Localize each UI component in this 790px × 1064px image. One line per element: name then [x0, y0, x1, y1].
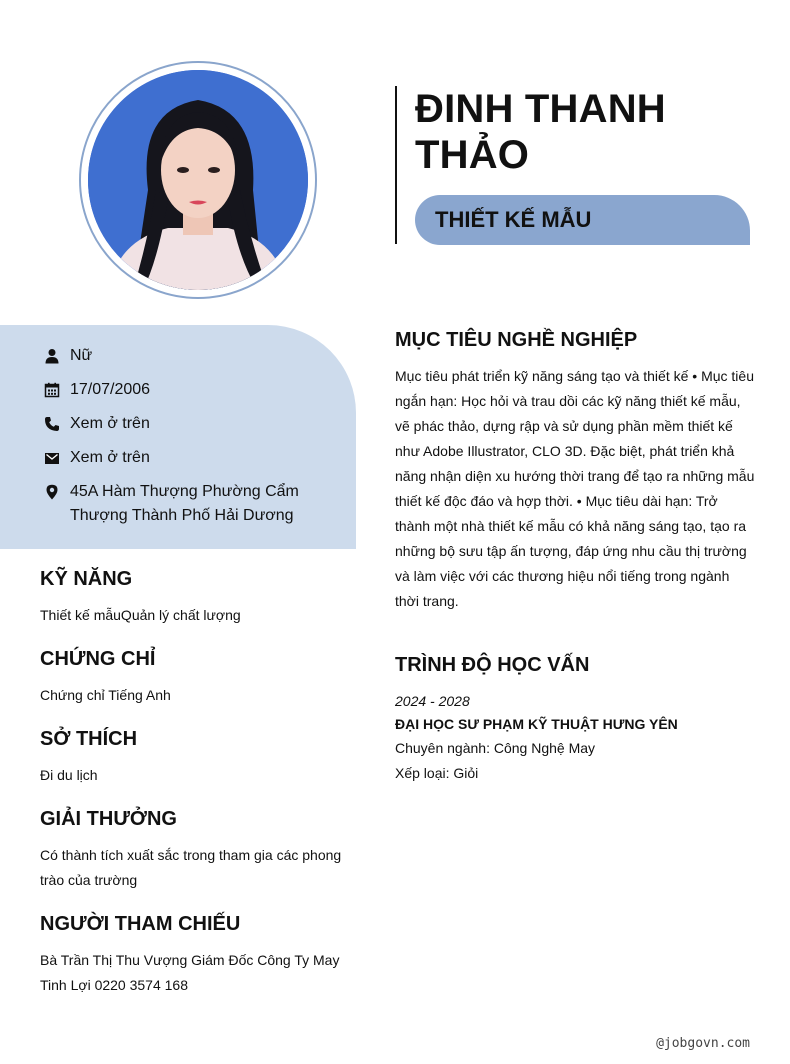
contact-phone: Xem ở trên: [44, 412, 320, 436]
mail-icon: [44, 446, 60, 470]
contact-email: Xem ở trên: [44, 446, 320, 470]
role-banner: [415, 195, 750, 245]
objective-text: Mục tiêu phát triển kỹ năng sáng tạo và thiết kế • Mục tiêu ngắn hạn: Học hỏi và trau dồi các kỹ năng thiết kế mẫu, vẽ phác thảo, dựng rập và sử dụng phần mềm thiết kế như Adobe Illustrator, CLO 3D. Đặc biệt, phát triển khả năng nhận diện xu hướng thời trang để tạo ra những mẫu thiết kế độc đáo và hợp thời. • Mục tiêu dài hạn: Trở thành một nhà thiết kế mẫu có khả năng sáng tạo, tạo ra những bộ sưu tập ấn tượng, đáp ứng nhu cầu thị trường và làm việc với các thương hiệu nổi tiếng trong ngành thời trang.: [395, 368, 755, 609]
watermark: @jobgovn.com: [656, 1036, 750, 1051]
contact-gender: Nữ: [44, 344, 320, 368]
references-text: Bà Trần Thị Thu Vượng Giám Đốc Công Ty May Tinh Lợi 0220 3574 168: [40, 952, 340, 993]
profile-photo-frame: [79, 61, 317, 299]
awards-heading: GIẢI THƯỞNG: [40, 808, 177, 830]
references-heading: NGƯỜI THAM CHIẾU: [40, 913, 241, 935]
header-divider: [395, 86, 397, 244]
skills-text: Thiết kế mẫuQuản lý chất lượng: [40, 607, 241, 623]
education-major: Chuyên ngành: Công Nghệ May: [395, 740, 596, 756]
skills-heading: KỸ NĂNG: [40, 568, 133, 590]
hobbies-text: Đi du lịch: [40, 767, 98, 783]
hobbies-heading: SỞ THÍCH: [40, 728, 138, 750]
certificates-text: Chứng chỉ Tiếng Anh: [40, 687, 171, 703]
profile-photo: [88, 70, 308, 290]
phone-icon: [44, 412, 60, 436]
location-pin-icon: [44, 480, 60, 504]
candidate-role: THIẾT KẾ MẪU: [435, 207, 592, 232]
candidate-name: ĐINH THANH THẢO: [415, 87, 666, 177]
certificates-heading: CHỨNG CHỈ: [40, 648, 156, 670]
calendar-icon: [44, 378, 60, 402]
awards-text: Có thành tích xuất sắc trong tham gia các phong trào của trường: [40, 847, 342, 888]
contact-birthdate: 17/07/2006: [44, 378, 320, 402]
contact-address: 45A Hàm Thượng Phường Cẩm Thượng Thành Phố Hải Dương: [44, 480, 320, 528]
education-grade: Xếp loại: Giỏi: [395, 765, 479, 781]
person-icon: [44, 344, 60, 368]
objective-heading: MỤC TIÊU NGHỀ NGHIỆP: [395, 329, 638, 351]
education-heading: TRÌNH ĐỘ HỌC VẤN: [395, 654, 590, 676]
education-years: 2024 - 2028: [395, 693, 470, 709]
education-school: ĐẠI HỌC SƯ PHẠM KỸ THUẬT HƯNG YÊN: [395, 716, 678, 732]
